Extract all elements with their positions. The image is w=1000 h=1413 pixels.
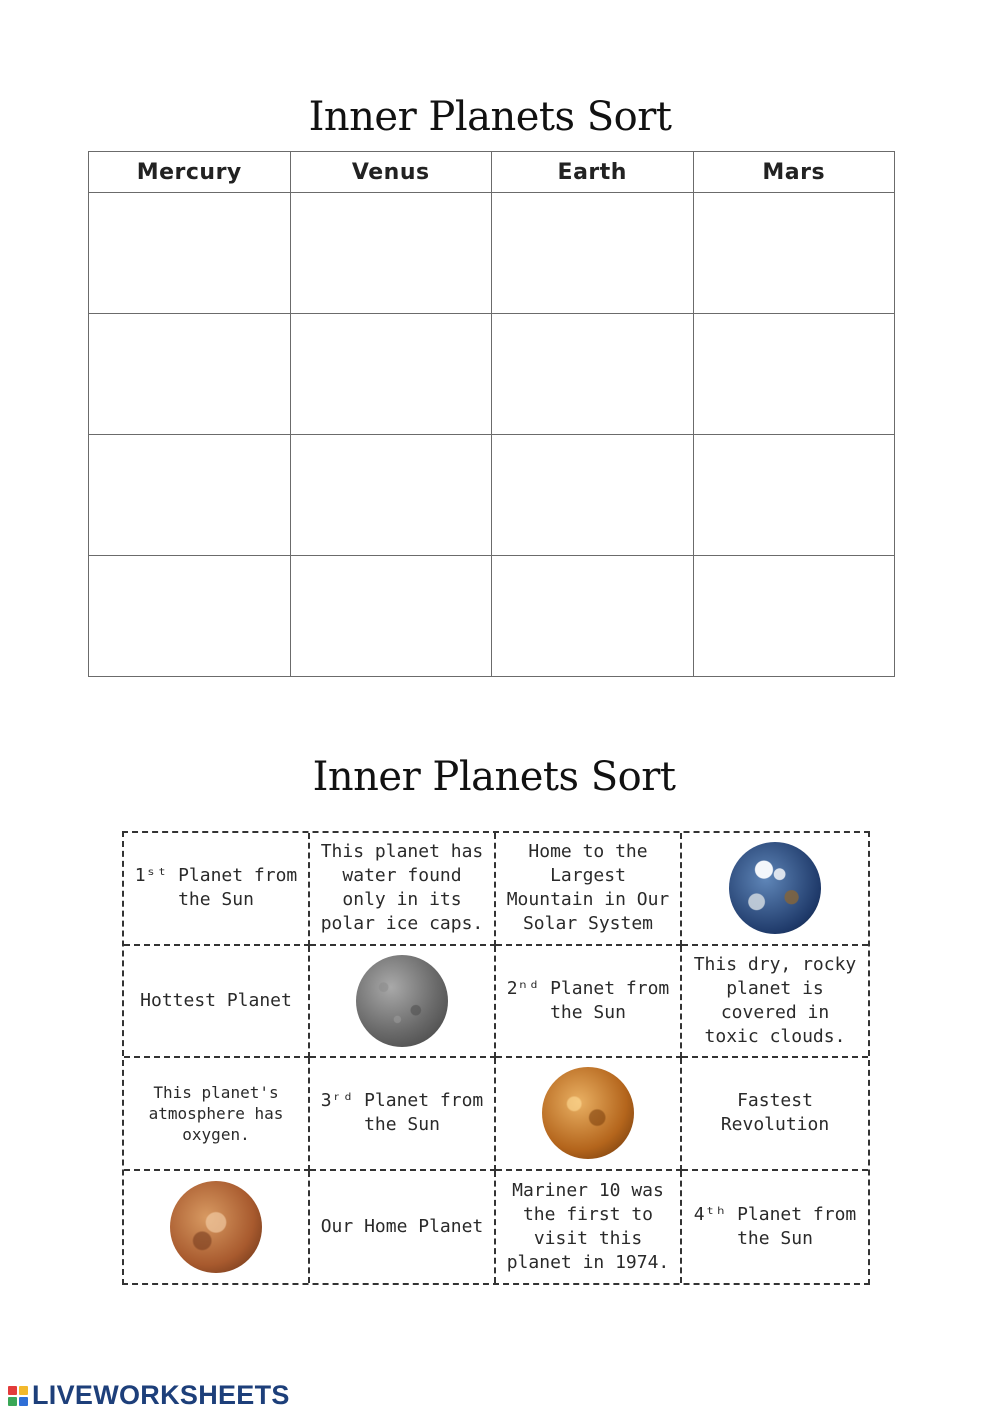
- card-polar-ice-caps[interactable]: [310, 833, 496, 946]
- sort-table: [88, 151, 895, 677]
- card-text: 4ᵗʰ Planet from the Sun: [693, 1203, 857, 1249]
- card-mariner-10[interactable]: [496, 1171, 682, 1284]
- mercury-image: [356, 955, 448, 1047]
- card-mercury-image[interactable]: [310, 946, 496, 1059]
- drop-cell[interactable]: [290, 193, 492, 314]
- cards-title: Inner Planets Sort: [312, 754, 676, 800]
- card-text: 2ⁿᵈ Planet from the Sun: [506, 977, 670, 1023]
- card-hottest-planet[interactable]: [124, 946, 310, 1059]
- card-text: This planet's atmosphere has oxygen.: [148, 1082, 284, 1144]
- logo-square: [19, 1397, 28, 1406]
- drop-cell[interactable]: [290, 435, 492, 556]
- card-text: Hottest Planet: [140, 989, 292, 1011]
- brand-name: LIVEWORKSHEETS: [32, 1380, 290, 1410]
- page-title: Inner Planets Sort: [308, 94, 672, 140]
- drop-cell[interactable]: [290, 314, 492, 435]
- card-text: 3ʳᵈ Planet from the Sun: [320, 1090, 484, 1136]
- card-text: Mariner 10 was the first to visit this planet in 1974.: [506, 1179, 670, 1273]
- drop-cell[interactable]: [89, 193, 291, 314]
- venus-image: [542, 1067, 634, 1159]
- card-text: 1ˢᵗ Planet from the Sun: [134, 865, 298, 911]
- earth-image: [729, 842, 821, 934]
- drop-cell[interactable]: [492, 193, 694, 314]
- card-text: Fastest Revolution: [720, 1090, 830, 1136]
- column-header-mars: Mars: [693, 152, 895, 193]
- card-home-planet[interactable]: [310, 1171, 496, 1284]
- card-second-planet[interactable]: [496, 946, 682, 1059]
- card-fastest-revolution[interactable]: [682, 1058, 868, 1171]
- drop-cell[interactable]: [693, 435, 895, 556]
- table-header-row: [89, 152, 895, 193]
- drop-cell[interactable]: [492, 314, 694, 435]
- table-row: [89, 314, 895, 435]
- card-text: This dry, rocky planet is covered in toxic clouds.: [693, 953, 857, 1047]
- card-largest-mountain[interactable]: [496, 833, 682, 946]
- drop-cell[interactable]: [89, 556, 291, 677]
- drop-cell[interactable]: [693, 556, 895, 677]
- card-oxygen-atmosphere[interactable]: [124, 1058, 310, 1171]
- column-header-earth: Earth: [492, 152, 694, 193]
- card-text: This planet has water found only in its polar ice caps.: [320, 841, 484, 935]
- card-first-planet[interactable]: [124, 833, 310, 946]
- card-toxic-clouds[interactable]: [682, 946, 868, 1059]
- card-venus-image[interactable]: [496, 1058, 682, 1171]
- drop-cell[interactable]: [693, 314, 895, 435]
- card-third-planet[interactable]: [310, 1058, 496, 1171]
- table-row: [89, 193, 895, 314]
- drop-cell[interactable]: [492, 435, 694, 556]
- logo-square: [19, 1386, 28, 1395]
- card-text: Our Home Planet: [320, 1215, 484, 1237]
- mars-image: [170, 1181, 262, 1273]
- column-header-mercury: Mercury: [89, 152, 291, 193]
- card-fourth-planet[interactable]: [682, 1171, 868, 1284]
- logo-square: [8, 1386, 17, 1395]
- table-row: [89, 435, 895, 556]
- card-mars-image[interactable]: [124, 1171, 310, 1284]
- drop-cell[interactable]: [89, 435, 291, 556]
- logo-square: [8, 1397, 17, 1406]
- drop-cell[interactable]: [89, 314, 291, 435]
- card-text: Home to the Largest Mountain in Our Solar System: [506, 841, 670, 935]
- liveworksheets-logo-icon: [8, 1386, 28, 1406]
- table-row: [89, 556, 895, 677]
- cards-grid: [122, 831, 870, 1285]
- column-header-venus: Venus: [290, 152, 492, 193]
- drop-cell[interactable]: [290, 556, 492, 677]
- drop-cell[interactable]: [693, 193, 895, 314]
- card-earth-image[interactable]: [682, 833, 868, 946]
- drop-cell[interactable]: [492, 556, 694, 677]
- footer-logo[interactable]: [8, 1380, 290, 1411]
